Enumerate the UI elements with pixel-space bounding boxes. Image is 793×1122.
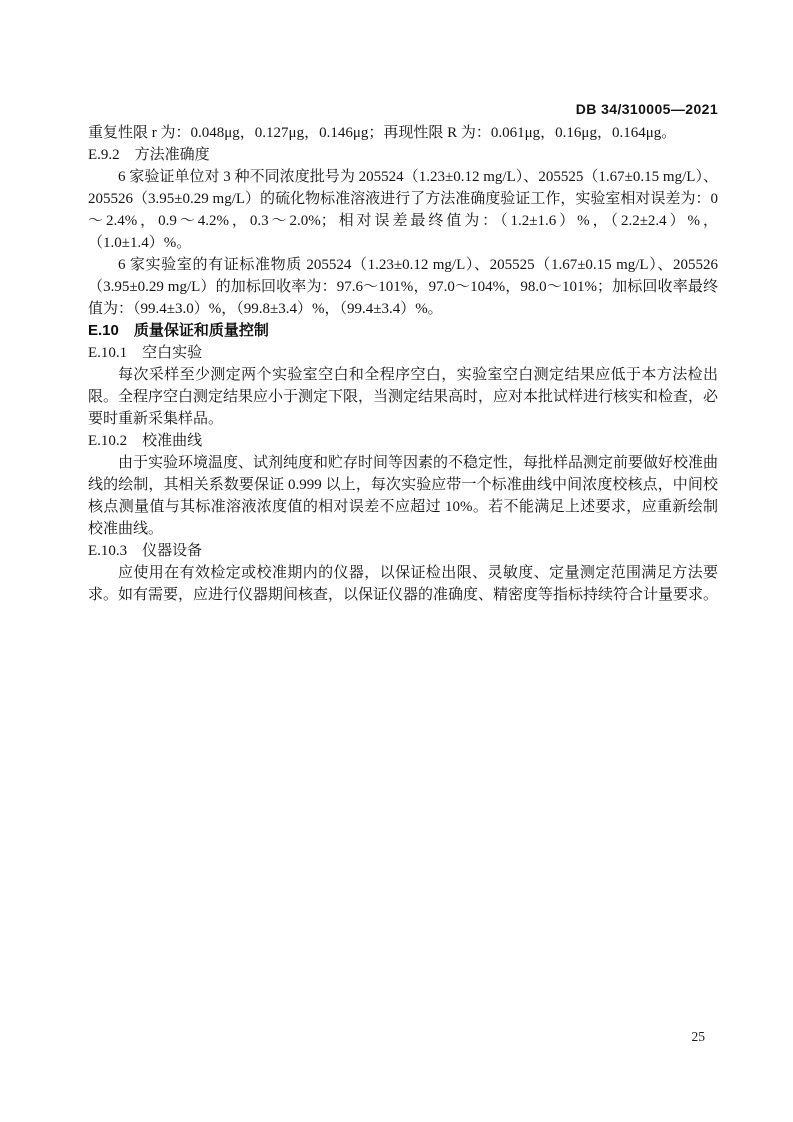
- page-number: 25: [691, 1029, 705, 1044]
- document-body: [88, 122, 718, 606]
- heading-e10-2-calibration-curve: E.10.2 校准曲线: [88, 433, 203, 449]
- heading-e10-3-instruments: E.10.3 仪器设备: [88, 543, 203, 559]
- paragraph-method-accuracy-verification: 6 家验证单位对 3 种不同浓度批号为 205524（1.23±0.12 mg/L）、205525（1.67±0.15 mg/L）、205526（3.95±0.29 mg/L）的硫化物标准溶液进行了方法准确度验证工作，实验室相对误差为：0～2.4%，0.9～4.2%，0.3～2.0%；相对误差最终值为：（1.2±1.6）%，（2.2±2.4）%，（1.0±1.4）%。: [88, 169, 718, 251]
- paragraph-spike-recovery: 6 家实验室的有证标准物质 205524（1.23±0.12 mg/L）、205525（1.67±0.15 mg/L）、205526（3.95±0.29 mg/L）的加标回收率为：97.6～101%，97.0～104%，98.0～101%；加标回收率最终值为：（99.4±3.0）%，（99.8±3.4）%，（99.4±3.4）%。: [88, 257, 718, 317]
- page-header: [88, 101, 718, 117]
- heading-e10-quality-assurance: E.10 质量保证和质量控制: [88, 322, 269, 339]
- page-footer: [88, 1029, 718, 1045]
- paragraph-calibration-curve: 由于实验环境温度、试剂纯度和贮存时间等因素的不稳定性，每批样品测定前要做好校准曲线的绘制，其相关系数要保证 0.999 以上，每次实验应带一个标准曲线中间浓度校核点，中间校核点测量值与其标准溶液浓度值的相对误差不应超过 10%。若不能满足上述要求，应重新绘制校准曲线。: [88, 455, 719, 537]
- heading-e9-2-method-accuracy: E.9.2 方法准确度: [88, 147, 210, 163]
- paragraph-blank-test: 每次采样至少测定两个实验室空白和全程序空白，实验室空白测定结果应低于本方法检出限。全程序空白测定结果应小于测定下限，当测定结果高时，应对本批试样进行核实和检查，必要时重新采集样品。: [88, 367, 719, 427]
- paragraph-instruments: 应使用在有效检定或校准期内的仪器，以保证检出限、灵敏度、定量测定范围满足方法要求。如有需要，应进行仪器期间核查，以保证仪器的准确度、精密度等指标持续符合计量要求。: [88, 565, 719, 603]
- heading-e10-1-blank-test: E.10.1 空白实验: [88, 345, 203, 361]
- paragraph-precision-limits: 重复性限 r 为：0.048μg，0.127μg，0.146μg；再现性限 R 为：0.061μg，0.16μg，0.164μg。: [88, 125, 677, 141]
- standard-code: DB 34/310005—2021: [575, 101, 718, 117]
